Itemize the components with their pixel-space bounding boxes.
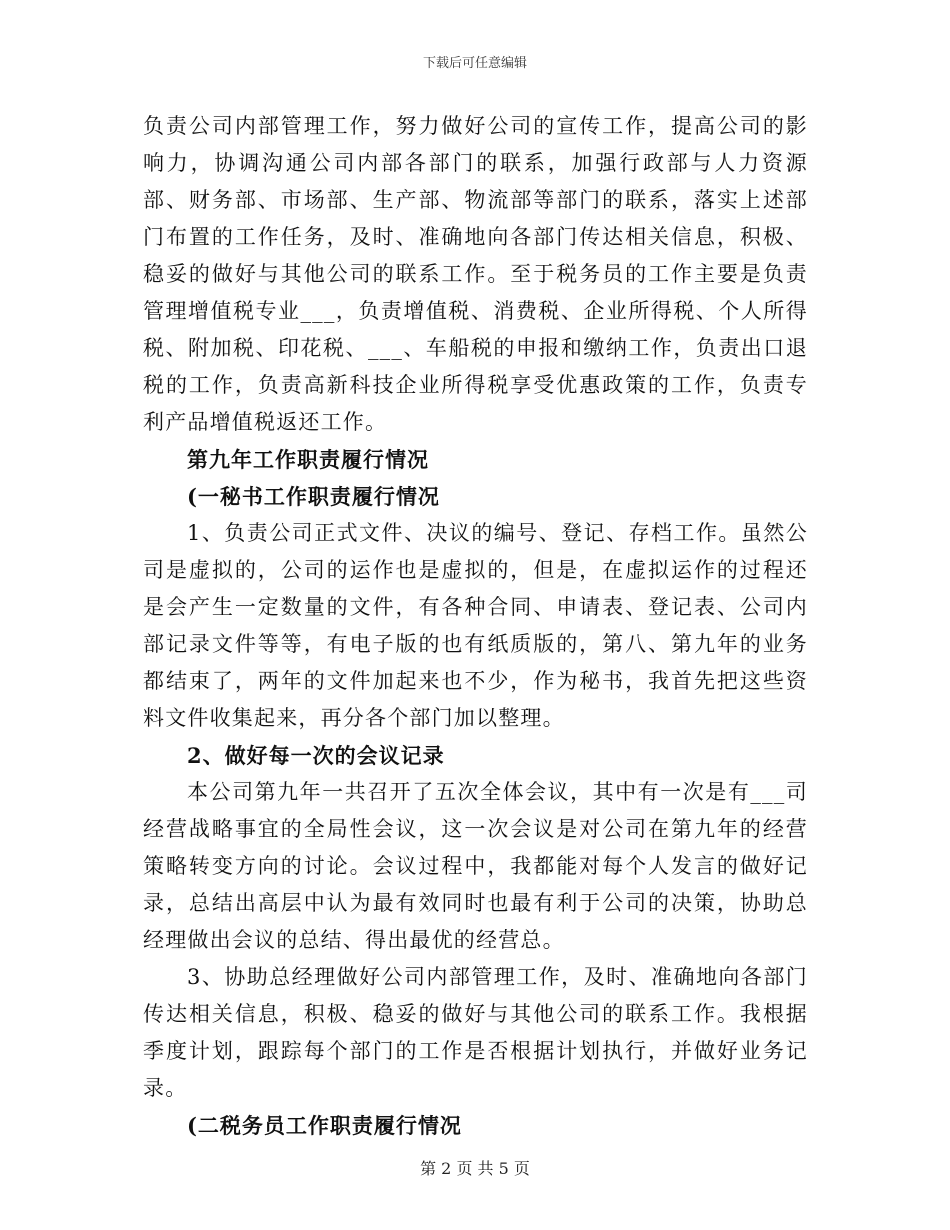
item-heading-meeting-records: 2、做好每一次的会议记录	[187, 743, 445, 768]
paragraph-meetings: 本公司第九年一共召开了五次全体会议，其中有一次是有___司经营战略事宜的全局性会议，这一次会议是对公司在第九年的经营策略转变方向的讨论。会议过程中，我都能对每个人发言的做好记录，总结出高层中认为最有效同时也最有利于公司的决策，协助总经理做出会议的总结、得出最优的经营总。	[143, 780, 808, 952]
document-body	[143, 108, 808, 1144]
page-header: 下载后可任意编辑	[422, 56, 527, 71]
section-heading-year-nine: 第九年工作职责履行情况	[187, 447, 429, 472]
paragraph-duties-overview: 负责公司内部管理工作，努力做好公司的宣传工作，提高公司的影响力，协调沟通公司内部各部门的联系，加强行政部与人力资源部、财务部、市场部、生产部、物流部等部门的联系，落实上述部门布置的工作任务，及时、准确地向各部门传达相关信息，积极、稳妥的做好与其他公司的联系工作。至于税务员的工作主要是负责管理增值税专业___，负责增值税、消费税、企业所得税、个人所得税、附加税、印花税、___、车船税的申报和缴纳工作，负责出口退税的工作，负责高新科技企业所得税享受优惠政策的工作，负责专利产品增值税返还工作。	[143, 114, 808, 434]
subsection-heading-secretary: (一秘书工作职责履行情况	[187, 484, 440, 509]
paragraph-document-filing: 1、负责公司正式文件、决议的编号、登记、存档工作。虽然公司是虚拟的，公司的运作也是虚拟的，但是，在虚拟运作的过程还是会产生一定数量的文件，有各种合同、申请表、登记表、公司内部记录文件等等，有电子版的也有纸质版的，第八、第九年的业务都结束了，两年的文件加起来也不少，作为秘书，我首先把这些资料文件收集起来，再分各个部门加以整理。	[143, 521, 808, 730]
page-number: 第 2 页 共 5 页	[420, 1159, 530, 1178]
paragraph-assist-manager: 3、协助总经理做好公司内部管理工作，及时、准确地向各部门传达相关信息，积极、稳妥的做好与其他公司的联系工作。我根据季度计划，跟踪每个部门的工作是否根据计划执行，并做好业务记录。	[143, 965, 808, 1100]
subsection-heading-tax-clerk: (二税务员工作职责履行情况	[187, 1113, 462, 1138]
